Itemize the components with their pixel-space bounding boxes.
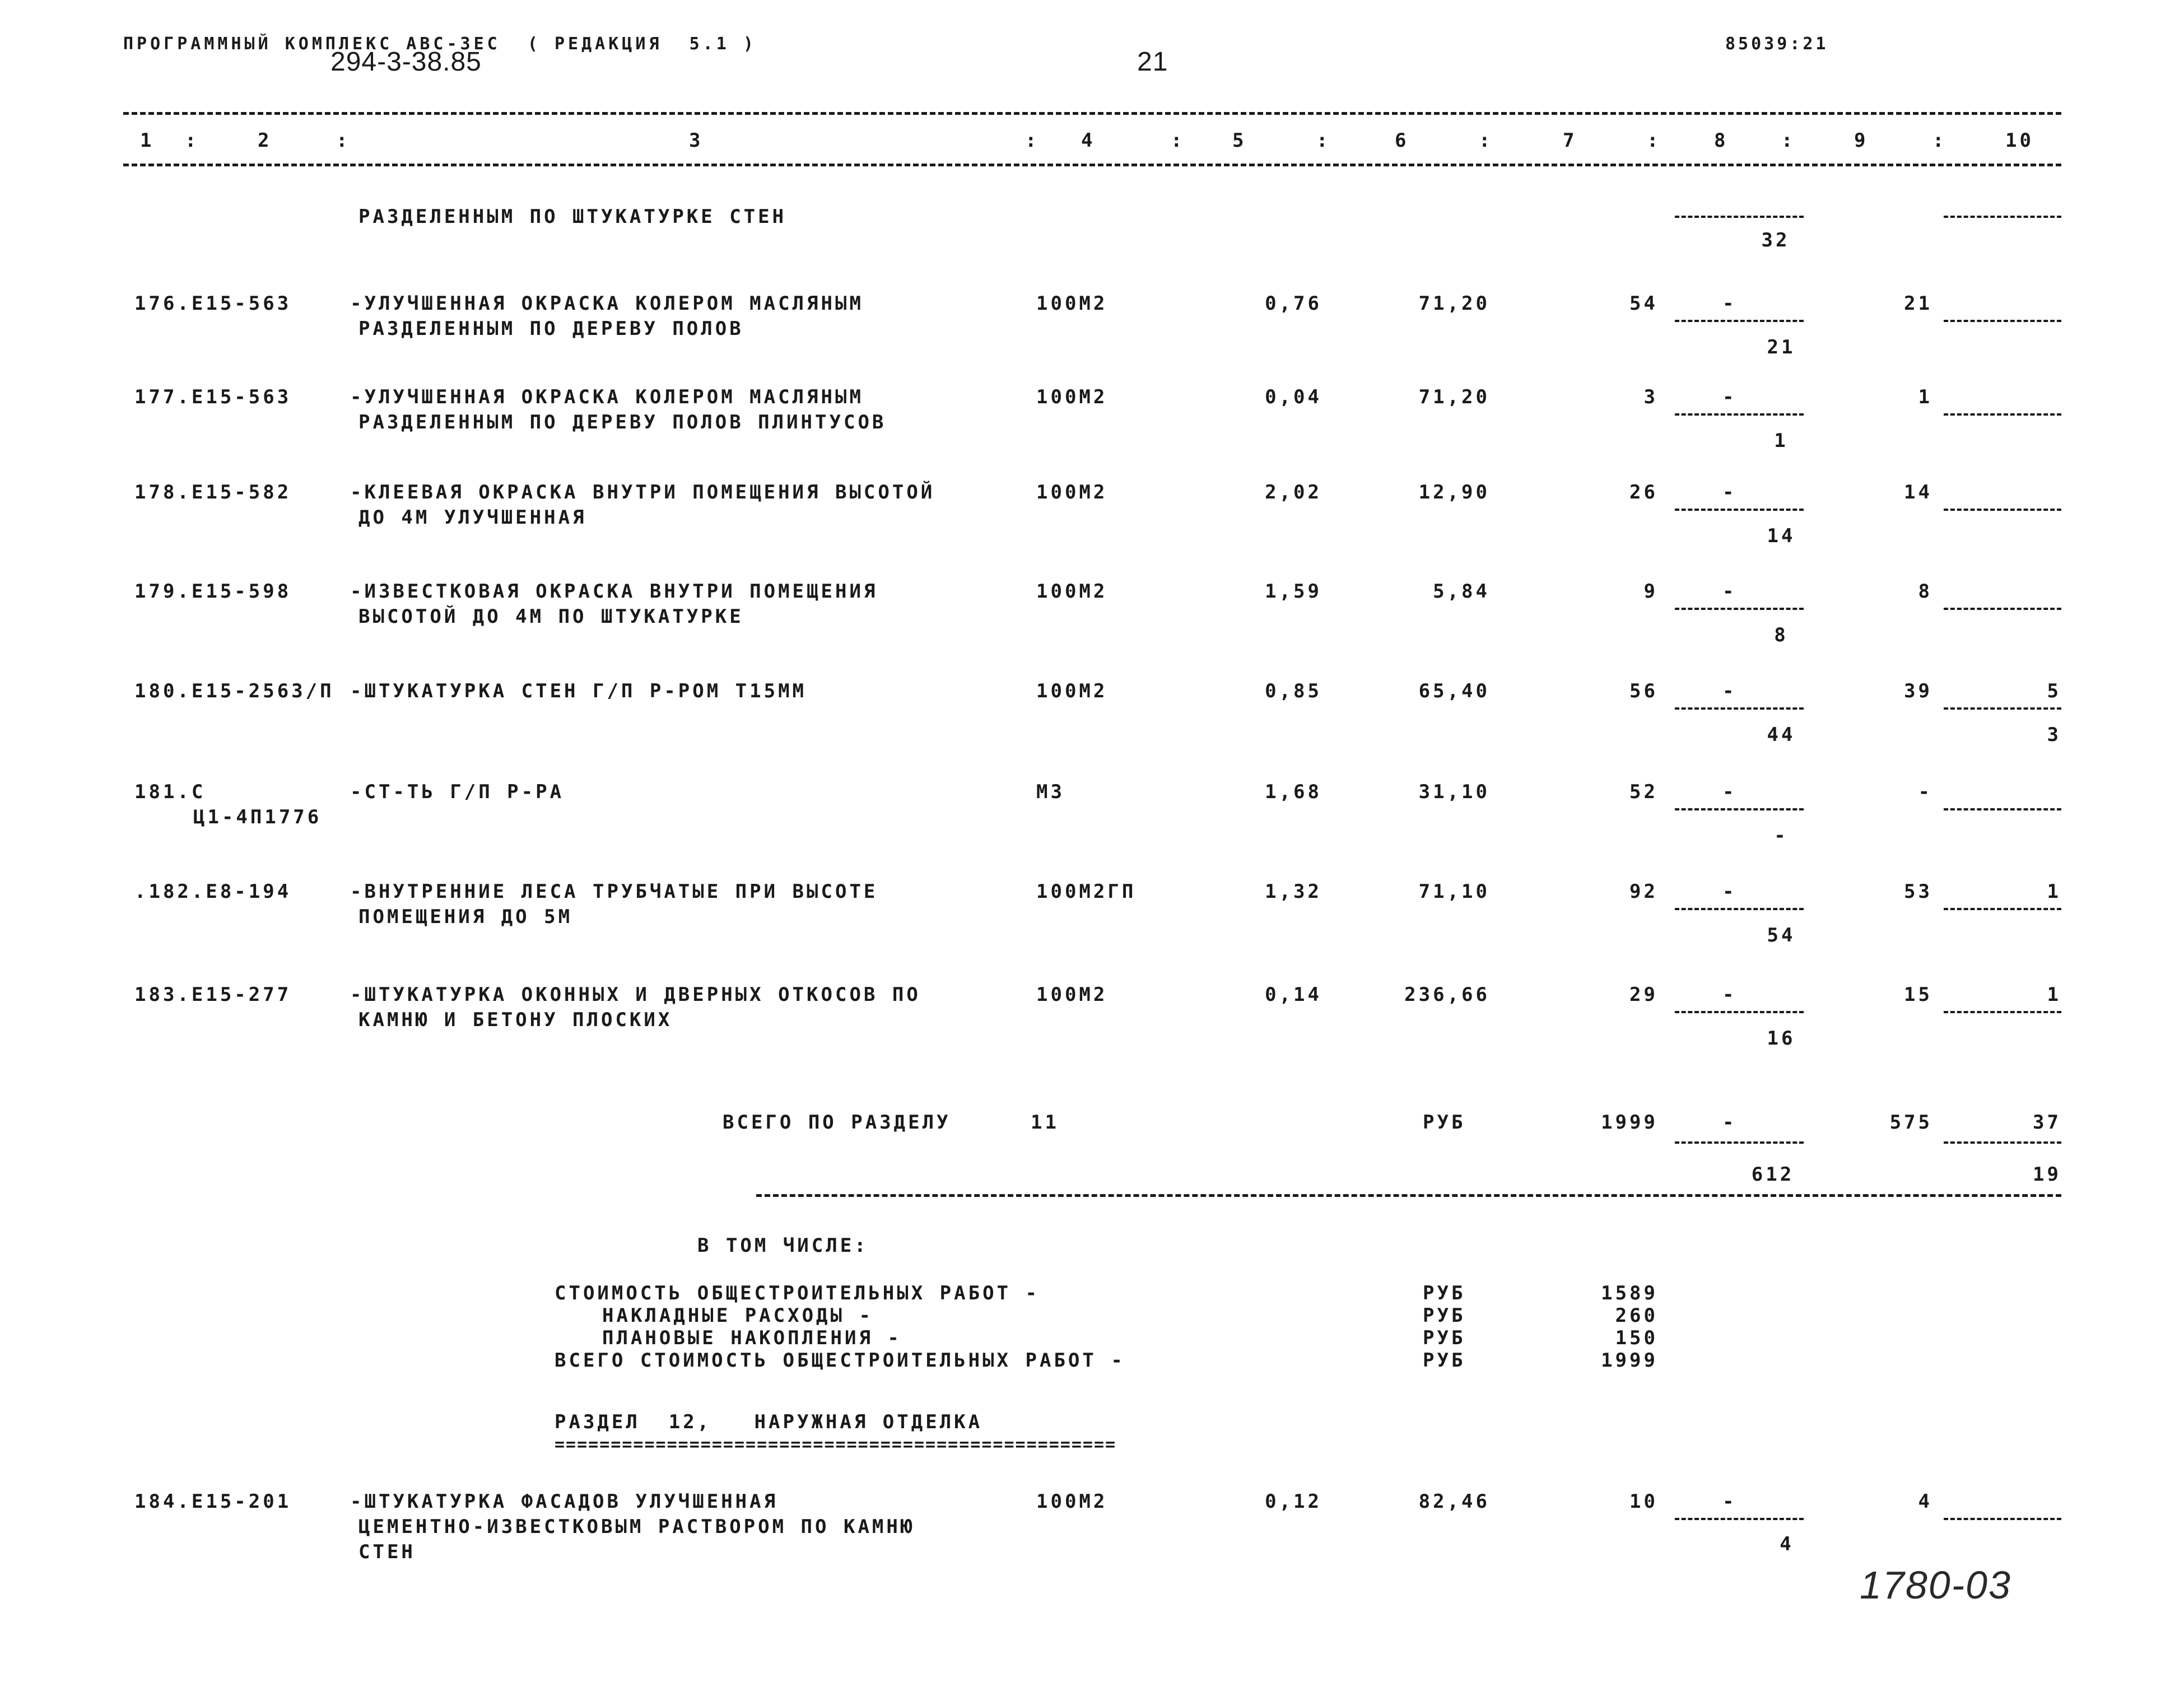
row-unit-price: 5,84 bbox=[1433, 580, 1490, 603]
total-divider-col8 bbox=[1675, 1141, 1804, 1144]
row-total: 56 bbox=[1629, 680, 1658, 702]
section-total-currency: РУБ bbox=[1423, 1111, 1466, 1134]
row-name-line2: ПОМЕЩЕНИЯ ДО 5М bbox=[358, 906, 573, 928]
row-unit-price: 71,20 bbox=[1418, 292, 1490, 315]
row-184-col8-bottom: 4 bbox=[1780, 1533, 1794, 1555]
program-header: ПРОГРАММНЫЙ КОМПЛЕКС АВС-3ЕС ( РЕДАКЦИЯ 5.1 ) bbox=[123, 34, 757, 54]
row-col8-top: - bbox=[1722, 386, 1737, 408]
header-rule-top bbox=[123, 112, 2061, 115]
column-separator: : bbox=[1932, 129, 1947, 152]
row-total: 3 bbox=[1643, 386, 1658, 408]
column-separator: : bbox=[336, 129, 351, 152]
row-col8-top: - bbox=[1722, 880, 1737, 903]
row-col9: 39 bbox=[1904, 680, 1932, 702]
row-unit: М3 bbox=[1036, 781, 1065, 803]
row-code: 180.Е15-2563/П bbox=[134, 680, 334, 702]
row-name-line1: -УЛУЧШЕННАЯ ОКРАСКА КОЛЕРОМ МАСЛЯНЫМ bbox=[350, 386, 864, 408]
row-name-line1: -ШТУКАТУРКА ОКОННЫХ И ДВЕРНЫХ ОТКОСОВ ПО bbox=[350, 984, 921, 1006]
breakdown-label: СТОИМОСТЬ ОБЩЕСТРОИТЕЛЬНЫХ РАБОТ - bbox=[555, 1282, 1040, 1304]
breakdown-label: НАКЛАДНЫЕ РАСХОДЫ - bbox=[602, 1304, 873, 1327]
row-unit-price: 65,40 bbox=[1418, 680, 1490, 702]
row-divider-col10 bbox=[1944, 908, 2061, 910]
row-unit-price: 12,90 bbox=[1418, 481, 1490, 504]
row-name-line1: -СТ-ТЬ Г/П Р-РА bbox=[350, 781, 565, 803]
row-unit: 100М2 bbox=[1036, 680, 1108, 702]
row-col8-bottom: 16 bbox=[1767, 1027, 1796, 1050]
header-rule-bottom bbox=[123, 164, 2061, 166]
column-header-6: 6 bbox=[1395, 129, 1409, 152]
breakdown-unit: РУБ bbox=[1423, 1349, 1466, 1372]
row-code: 177.Е15-563 bbox=[134, 386, 292, 408]
row-unit: 100М2ГП bbox=[1036, 880, 1137, 903]
divider-col10 bbox=[1944, 216, 2061, 218]
section-total-col8-bottom: 612 bbox=[1751, 1163, 1795, 1186]
handwritten-stamp: 1780-03 bbox=[1860, 1563, 2011, 1607]
row-184-code: 184.Е15-201 bbox=[134, 1490, 292, 1513]
column-header-3: 3 bbox=[689, 129, 704, 152]
row-divider-col10 bbox=[1944, 808, 2061, 810]
row-col10-top: 1 bbox=[2047, 984, 2061, 1006]
row-col9: 8 bbox=[1918, 580, 1932, 603]
page-number: 21 bbox=[1137, 47, 1168, 77]
breakdown-value: 260 bbox=[1615, 1304, 1658, 1327]
row-total: 29 bbox=[1629, 984, 1658, 1006]
column-separator: : bbox=[1781, 129, 1796, 152]
row-total: 54 bbox=[1629, 292, 1658, 315]
row-quantity: 0,14 bbox=[1265, 984, 1322, 1006]
divider-col8 bbox=[1675, 216, 1804, 218]
column-header-10: 10 bbox=[2005, 129, 2034, 152]
row-code: 181.С bbox=[134, 781, 206, 803]
total-rule bbox=[756, 1194, 2061, 1197]
doc-code: 294-3-38.85 bbox=[330, 47, 482, 77]
row-col8-top: - bbox=[1722, 984, 1737, 1006]
column-separator: : bbox=[1025, 129, 1040, 152]
row-quantity: 0,04 bbox=[1265, 386, 1322, 408]
row-col8-bottom: - bbox=[1774, 824, 1789, 847]
column-separator: : bbox=[1647, 129, 1661, 152]
section-total-col10-top: 37 bbox=[2033, 1111, 2061, 1134]
column-header-2: 2 bbox=[258, 129, 272, 152]
section-total-sum: 1999 bbox=[1601, 1111, 1658, 1134]
row-name-line2: РАЗДЕЛЕННЫМ ПО ДЕРЕВУ ПОЛОВ bbox=[358, 318, 744, 340]
row-name-line2: ВЫСОТОЙ ДО 4М ПО ШТУКАТУРКЕ bbox=[358, 605, 744, 628]
row-code: 179.Е15-598 bbox=[134, 580, 292, 603]
row-col8-bottom: 21 bbox=[1767, 336, 1796, 358]
row-unit-price: 71,10 bbox=[1418, 880, 1490, 903]
next-section-underline: ================================================== bbox=[555, 1435, 1117, 1455]
row-name-line2: КАМНЮ И БЕТОНУ ПЛОСКИХ bbox=[358, 1009, 673, 1031]
row-divider-col8 bbox=[1675, 808, 1804, 810]
row-divider-col10 bbox=[1944, 608, 2061, 610]
row-unit: 100М2 bbox=[1036, 984, 1108, 1006]
row-divider-col10 bbox=[1944, 1011, 2061, 1013]
col8-bottom-value: 32 bbox=[1761, 229, 1790, 251]
row-col10-bottom: 3 bbox=[2047, 724, 2061, 746]
column-separator: : bbox=[1479, 129, 1493, 152]
row-divider-col8 bbox=[1675, 707, 1804, 710]
row-col8-top: - bbox=[1722, 580, 1737, 603]
row-col8-top: - bbox=[1722, 781, 1737, 803]
row-name-line2: ДО 4М УЛУЧШЕННАЯ bbox=[358, 506, 587, 529]
row-184-divider-col8 bbox=[1675, 1518, 1804, 1520]
row-divider-col8 bbox=[1675, 908, 1804, 910]
row-name-line2: РАЗДЕЛЕННЫМ ПО ДЕРЕВУ ПОЛОВ ПЛИНТУСОВ bbox=[358, 411, 887, 434]
section-total-col9: 575 bbox=[1889, 1111, 1932, 1134]
row-divider-col8 bbox=[1675, 413, 1804, 416]
row-divider-col10 bbox=[1944, 320, 2061, 322]
column-header-4: 4 bbox=[1081, 129, 1096, 152]
row-col8-bottom: 44 bbox=[1767, 724, 1796, 746]
row-184-qty: 0,12 bbox=[1265, 1490, 1322, 1513]
row-quantity: 0,76 bbox=[1265, 292, 1322, 315]
row-col10-top: 1 bbox=[2047, 880, 2061, 903]
row-184-col8-top: - bbox=[1722, 1490, 1737, 1513]
section-total-col8-top: - bbox=[1722, 1111, 1737, 1134]
row-code: .182.Е8-194 bbox=[134, 880, 292, 903]
row-name-line1: -УЛУЧШЕННАЯ ОКРАСКА КОЛЕРОМ МАСЛЯНЫМ bbox=[350, 292, 864, 315]
row-col9: - bbox=[1918, 781, 1932, 803]
row-unit-price: 236,66 bbox=[1404, 984, 1490, 1006]
row-code: 178.Е15-582 bbox=[134, 481, 292, 504]
row-total: 92 bbox=[1629, 880, 1658, 903]
row-184-price: 82,46 bbox=[1418, 1490, 1490, 1513]
breakdown-value: 1589 bbox=[1601, 1282, 1658, 1304]
row-col8-top: - bbox=[1722, 481, 1737, 504]
row-code: 183.Е15-277 bbox=[134, 984, 292, 1006]
column-separator: : bbox=[1316, 129, 1331, 152]
row-total: 26 bbox=[1629, 481, 1658, 504]
column-header-9: 9 bbox=[1854, 129, 1869, 152]
row-col9: 21 bbox=[1904, 292, 1932, 315]
row-col8-top: - bbox=[1722, 292, 1737, 315]
column-header-1: 1 bbox=[140, 129, 155, 152]
row-divider-col10 bbox=[1944, 413, 2061, 416]
section-total-label: ВСЕГО ПО РАЗДЕЛУ bbox=[723, 1111, 951, 1134]
row-col10-top: 5 bbox=[2047, 680, 2061, 702]
next-section-title: РАЗДЕЛ 12, НАРУЖНАЯ ОТДЕЛКА bbox=[555, 1411, 983, 1433]
row-col9: 1 bbox=[1918, 386, 1932, 408]
row-divider-col8 bbox=[1675, 608, 1804, 610]
row-184-divider-col10 bbox=[1944, 1518, 2061, 1520]
row-col8-top: - bbox=[1722, 680, 1737, 702]
row-divider-col8 bbox=[1675, 509, 1804, 511]
row-unit: 100М2 bbox=[1036, 386, 1108, 408]
row-col9: 53 bbox=[1904, 880, 1932, 903]
breakdown-label: ВСЕГО СТОИМОСТЬ ОБЩЕСТРОИТЕЛЬНЫХ РАБОТ - bbox=[555, 1349, 1125, 1372]
column-header-5: 5 bbox=[1232, 129, 1247, 152]
total-divider-col10 bbox=[1944, 1141, 2061, 1144]
row-184-total: 10 bbox=[1629, 1490, 1658, 1513]
row-184-col9: 4 bbox=[1918, 1490, 1932, 1513]
breakdown-value: 1999 bbox=[1601, 1349, 1658, 1372]
column-separator: : bbox=[1171, 129, 1185, 152]
row-name-line1: -ШТУКАТУРКА СТЕН Г/П Р-РОМ Т15ММ bbox=[350, 680, 807, 702]
row-unit-price: 31,10 bbox=[1418, 781, 1490, 803]
row-184-unit: 100М2 bbox=[1036, 1490, 1108, 1513]
reference-number: 85039:21 bbox=[1725, 34, 1829, 54]
row-col8-bottom: 14 bbox=[1767, 525, 1796, 547]
row-name-line1: -ВНУТРЕННИЕ ЛЕСА ТРУБЧАТЫЕ ПРИ ВЫСОТЕ bbox=[350, 880, 878, 903]
row-quantity: 0,85 bbox=[1265, 680, 1322, 702]
row-unit: 100М2 bbox=[1036, 292, 1108, 315]
row-unit: 100М2 bbox=[1036, 580, 1108, 603]
section-total-number: 11 bbox=[1031, 1111, 1059, 1134]
section-total-col10-bottom: 19 bbox=[2033, 1163, 2061, 1186]
row-code-line2: Ц1-4П1776 bbox=[193, 806, 322, 828]
row-divider-col10 bbox=[1944, 707, 2061, 710]
row-code: 176.Е15-563 bbox=[134, 292, 292, 315]
breakdown-value: 150 bbox=[1615, 1327, 1658, 1349]
column-separator: : bbox=[185, 129, 199, 152]
row-divider-col8 bbox=[1675, 320, 1804, 322]
row-divider-col10 bbox=[1944, 509, 2061, 511]
row-col9: 14 bbox=[1904, 481, 1932, 504]
column-header-7: 7 bbox=[1563, 129, 1577, 152]
breakdown-label: ПЛАНОВЫЕ НАКОПЛЕНИЯ - bbox=[602, 1327, 902, 1349]
breakdown-heading: В ТОМ ЧИСЛЕ: bbox=[697, 1234, 869, 1257]
row-divider-col8 bbox=[1675, 1011, 1804, 1013]
row-total: 52 bbox=[1629, 781, 1658, 803]
column-header-8: 8 bbox=[1714, 129, 1729, 152]
row-col8-bottom: 54 bbox=[1767, 924, 1796, 947]
row-unit-price: 71,20 bbox=[1418, 386, 1490, 408]
row-quantity: 1,68 bbox=[1265, 781, 1322, 803]
row-184-name-line2: ЦЕМЕНТНО-ИЗВЕСТКОВЫМ РАСТВОРОМ ПО КАМНЮ bbox=[358, 1516, 915, 1538]
row-quantity: 1,59 bbox=[1265, 580, 1322, 603]
row-quantity: 1,32 bbox=[1265, 880, 1322, 903]
row-184-name-line3: СТЕН bbox=[358, 1541, 416, 1563]
row-unit: 100М2 bbox=[1036, 481, 1108, 504]
row-col9: 15 bbox=[1904, 984, 1932, 1006]
row-col8-bottom: 1 bbox=[1774, 430, 1789, 452]
row-name-line1: -ИЗВЕСТКОВАЯ ОКРАСКА ВНУТРИ ПОМЕЩЕНИЯ bbox=[350, 580, 878, 603]
row-quantity: 2,02 bbox=[1265, 481, 1322, 504]
row-name-line1: -КЛЕЕВАЯ ОКРАСКА ВНУТРИ ПОМЕЩЕНИЯ ВЫСОТОЙ bbox=[350, 481, 935, 504]
row-184-name-line1: -ШТУКАТУРКА ФАСАДОВ УЛУЧШЕННАЯ bbox=[350, 1490, 779, 1513]
breakdown-unit: РУБ bbox=[1423, 1304, 1466, 1327]
row-col8-bottom: 8 bbox=[1774, 624, 1789, 646]
section-title: РАЗДЕЛЕННЫМ ПО ШТУКАТУРКЕ СТЕН bbox=[358, 206, 787, 228]
breakdown-unit: РУБ bbox=[1423, 1327, 1466, 1349]
row-total: 9 bbox=[1643, 580, 1658, 603]
breakdown-unit: РУБ bbox=[1423, 1282, 1466, 1304]
